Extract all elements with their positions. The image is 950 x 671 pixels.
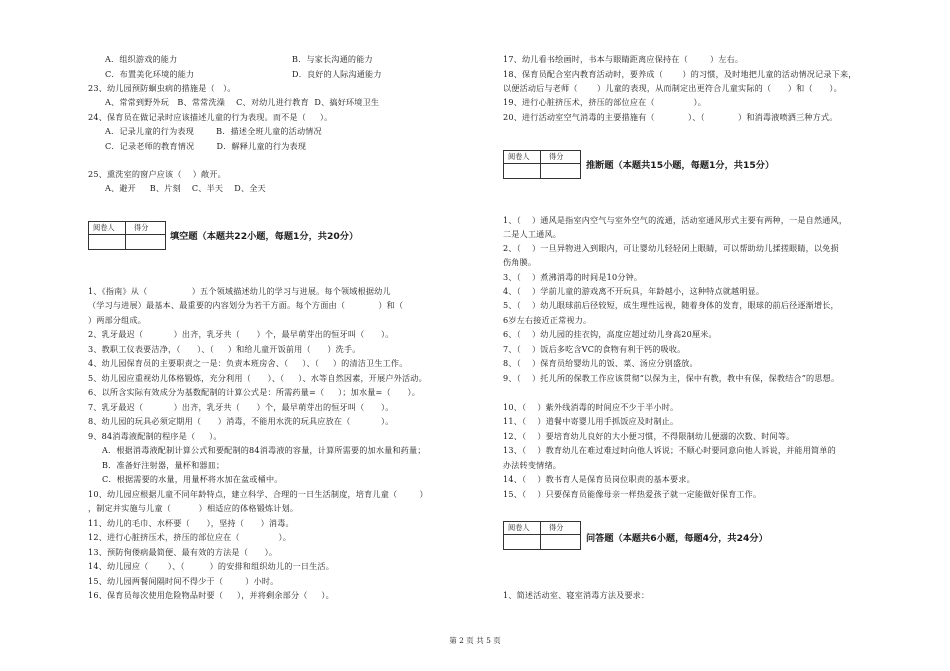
- grader-label: 阅卷人: [93, 223, 115, 232]
- question-line: 10、幼儿园应根据儿童不同年龄特点，建立科学、合理的一日生活制度，培育儿童（ ）: [88, 489, 428, 499]
- question-line: 25、熏洗室的窗户应该（ ）敞开。: [88, 169, 226, 179]
- question-line: C．布置美化环境的能力: [105, 69, 195, 79]
- score-box-fill: [88, 221, 166, 250]
- question-line: A、避开 B、片刻 C、半天 D、全天: [105, 183, 266, 193]
- question-line: A、常常到野外玩 B、常常洗澡 C、对幼儿进行教育 D、搞好环境卫生: [105, 97, 380, 107]
- page-footer: 第 2 页 共 5 页: [449, 636, 501, 645]
- question-line: 17、幼儿看书绘画时，书本与眼睛距离应保持在（ ）左右。: [503, 54, 744, 64]
- question-line: 14、幼儿园应（ ）、（ ）的安排和组织幼儿的一日生活。: [88, 561, 335, 571]
- question-line: 6、以所含实际有效成分为基数配制的计算公式是：所需药量=（ ）；加水量=（ ）。: [88, 387, 420, 397]
- question-line: 2、（ ）一旦异物进入到眼内，可让婴幼儿轻轻闭上眼睛，可以帮助幼儿揉搓眼睛，以免损: [503, 243, 839, 253]
- question-line: 12、（ ）要培育幼儿良好的大小便习惯，不得限制幼儿便溺的次数、时间等。: [503, 431, 795, 441]
- score-box-judge: [503, 150, 581, 179]
- score-label: 得分: [134, 223, 149, 232]
- question-line: 6、（ ）幼儿园的挂衣钩，高度应超过幼儿身高20厘米。: [503, 329, 717, 339]
- question-line: C．根据需要的水量，用量杯将水加在盆或桶中。: [102, 474, 283, 484]
- question-line: 20、进行活动室空气消毒的主要措施有（ ）、（ ）和消毒液喷洒三种方式。: [503, 112, 838, 122]
- grader-label: 阅卷人: [508, 523, 530, 532]
- score-label: 得分: [549, 152, 564, 161]
- score-box-divider: [125, 222, 126, 249]
- score-box-divider: [540, 151, 541, 178]
- question-line: 伤角膜。: [503, 257, 537, 267]
- question-line: C．记录老师的教育情况 D．解释儿童的行为表现: [105, 141, 307, 151]
- question-line: 16、保育员每次使用危险物品时要（ ），并将剩余部分（ ）。: [88, 590, 334, 600]
- question-line: 5、幼儿园应重视幼儿体格锻炼，充分利用（ ）、（ ）、水等自然因素，开展户外活动。: [88, 373, 427, 383]
- question-line: 二是人工通风。: [503, 229, 562, 239]
- question-line: 6岁左右接近正常视力。: [503, 315, 592, 325]
- question-line: 18、保育员配合室内教育活动时，要养成（ ）的习惯，及时地把儿童的活动情况记录下来，: [503, 69, 857, 79]
- question-line: B．准备好注射器，量杯和器皿；: [102, 460, 225, 470]
- question-line: 2、乳牙最迟（ ）出齐，乳牙共（ ）个，最早萌芽出的恒牙叫（ ）。: [88, 329, 394, 339]
- question-line: 5、（ ）幼儿眼球前后径较短，成生理性远视，随着身体的发育，眼球的前后径逐渐增长，: [503, 300, 839, 310]
- question-line: （学习与进展）最基本、最重要的内容划分为若干方面。每个方面由（ ）和（: [88, 300, 404, 310]
- question-line: 15、幼儿园两餐间隔时间不得少于（ ）小时。: [88, 576, 279, 586]
- question-line: 1、（ ）通风是指室内空气与室外空气的流通，活动室通风形式主要有两种，一是自然通风，: [503, 215, 848, 225]
- question-line: 9、84消毒液配制的程序是（ ）。: [88, 431, 222, 441]
- question-line: 12、进行心脏挤压术，挤压的部位应在（ ）。: [88, 532, 292, 542]
- question-line: 1、《指南》从（ ）五个领域描述幼儿的学习与进展。每个领域根据幼儿: [88, 286, 391, 296]
- question-line: 以便活动后与老师（ ）儿童的表现，从而制定出更符合儿童实际的（ ）和（ ）。: [503, 83, 842, 93]
- question-line: A．组织游戏的能力: [105, 54, 178, 64]
- question-line: 15、（ ）只要保育员能像母亲一样热爱孩子就一定能做好保育工作。: [503, 489, 762, 499]
- question-line: D．良好的人际沟通能力: [292, 69, 382, 79]
- question-line: A．记录儿童的行为表现 B．描述全班儿童的活动情况: [105, 126, 322, 136]
- question-line: 9、（ ）托儿所的保教工作应该贯彻“以保为主，保中有教，教中有保，保教结合”的思想。: [503, 373, 840, 383]
- question-line: 1、简述活动室、寝室消毒方法及要求：: [503, 590, 650, 600]
- question-line: 办法转变情绪。: [503, 460, 562, 470]
- score-label: 得分: [549, 523, 564, 532]
- section-title-fill: 填空题（本题共22小题，每题1分，共20分）: [170, 231, 359, 242]
- section-title-qa: 问答题（本题共6小题，每题4分，共24分）: [586, 533, 768, 544]
- question-line: 23、幼儿园预防蛔虫病的措施是（ ）。: [88, 83, 236, 93]
- question-line: 7、（ ）饭后多吃含VC的食物有利于钙的吸收。: [503, 344, 686, 354]
- question-line: 24、保育员在做记录时应该描述儿童的行为表现。而不是（ ）。: [88, 112, 333, 122]
- question-line: 4、（ ）学前儿童的游戏离不开玩具，年龄越小，这种特点就越明显。: [503, 286, 765, 296]
- question-line: ，制定并实施与儿童（ ）相适应的体格锻炼计划。: [88, 503, 299, 513]
- question-line: B．与家长沟通的能力: [292, 54, 373, 64]
- score-box-divider: [540, 522, 541, 549]
- question-line: 13、（ ）教育幼儿在难过难过时向他人诉说；不顺心时要同意向他人诉说，并能用简单的: [503, 445, 836, 455]
- question-line: 8、（ ）保育员给婴幼儿的饭、菜、汤应分别盛放。: [503, 358, 698, 368]
- question-line: 4、幼儿园保育员的主要职责之一是：负责本班房舍、（ ）、（ ）的清洁卫生工作。: [88, 358, 408, 368]
- question-line: A．根据消毒液配制计算公式和要配制的84消毒液的容量，计算所需要的加水量和药量；: [102, 445, 426, 455]
- question-line: 19、进行心脏挤压术，挤压的部位应在（ ）。: [503, 97, 707, 107]
- question-line: 8、幼儿园的玩具必须定期用（ ）消毒，不能用水洗的玩具应放在（ ）。: [88, 416, 394, 426]
- grader-label: 阅卷人: [508, 152, 530, 161]
- question-line: 7、乳牙最迟（ ）出齐，乳牙共（ ）个，最早萌芽出的恒牙叫（ ）。: [88, 402, 394, 412]
- section-title-judge: 推断题（本题共15小题，每题1分，共15分）: [586, 160, 775, 171]
- question-line: 3、（ ）煮沸消毒的时间是10分钟。: [503, 272, 643, 282]
- question-line: 11、（ ）道餐中寄婴儿用手抓饭应及时制止。: [503, 416, 679, 426]
- question-line: 13、预防佝偻病最简便、最有效的方法是（ ）。: [88, 547, 278, 557]
- question-line: 10、（ ）紫外线消毒的时间应不少于半小时。: [503, 402, 679, 412]
- question-line: 11、幼儿的毛巾、水杯要（ ），坚持（ ）消毒。: [88, 518, 294, 528]
- question-line: 14、（ ）教书育人是保育员岗位职责的基本要求。: [503, 474, 695, 484]
- question-line: ）两部分组成。: [88, 315, 147, 325]
- question-line: 3、教职工仪表要洁净，（ ）、（ ）和给儿童开饭前用（ ）洗手。: [88, 344, 361, 354]
- score-box-qa: [503, 521, 581, 550]
